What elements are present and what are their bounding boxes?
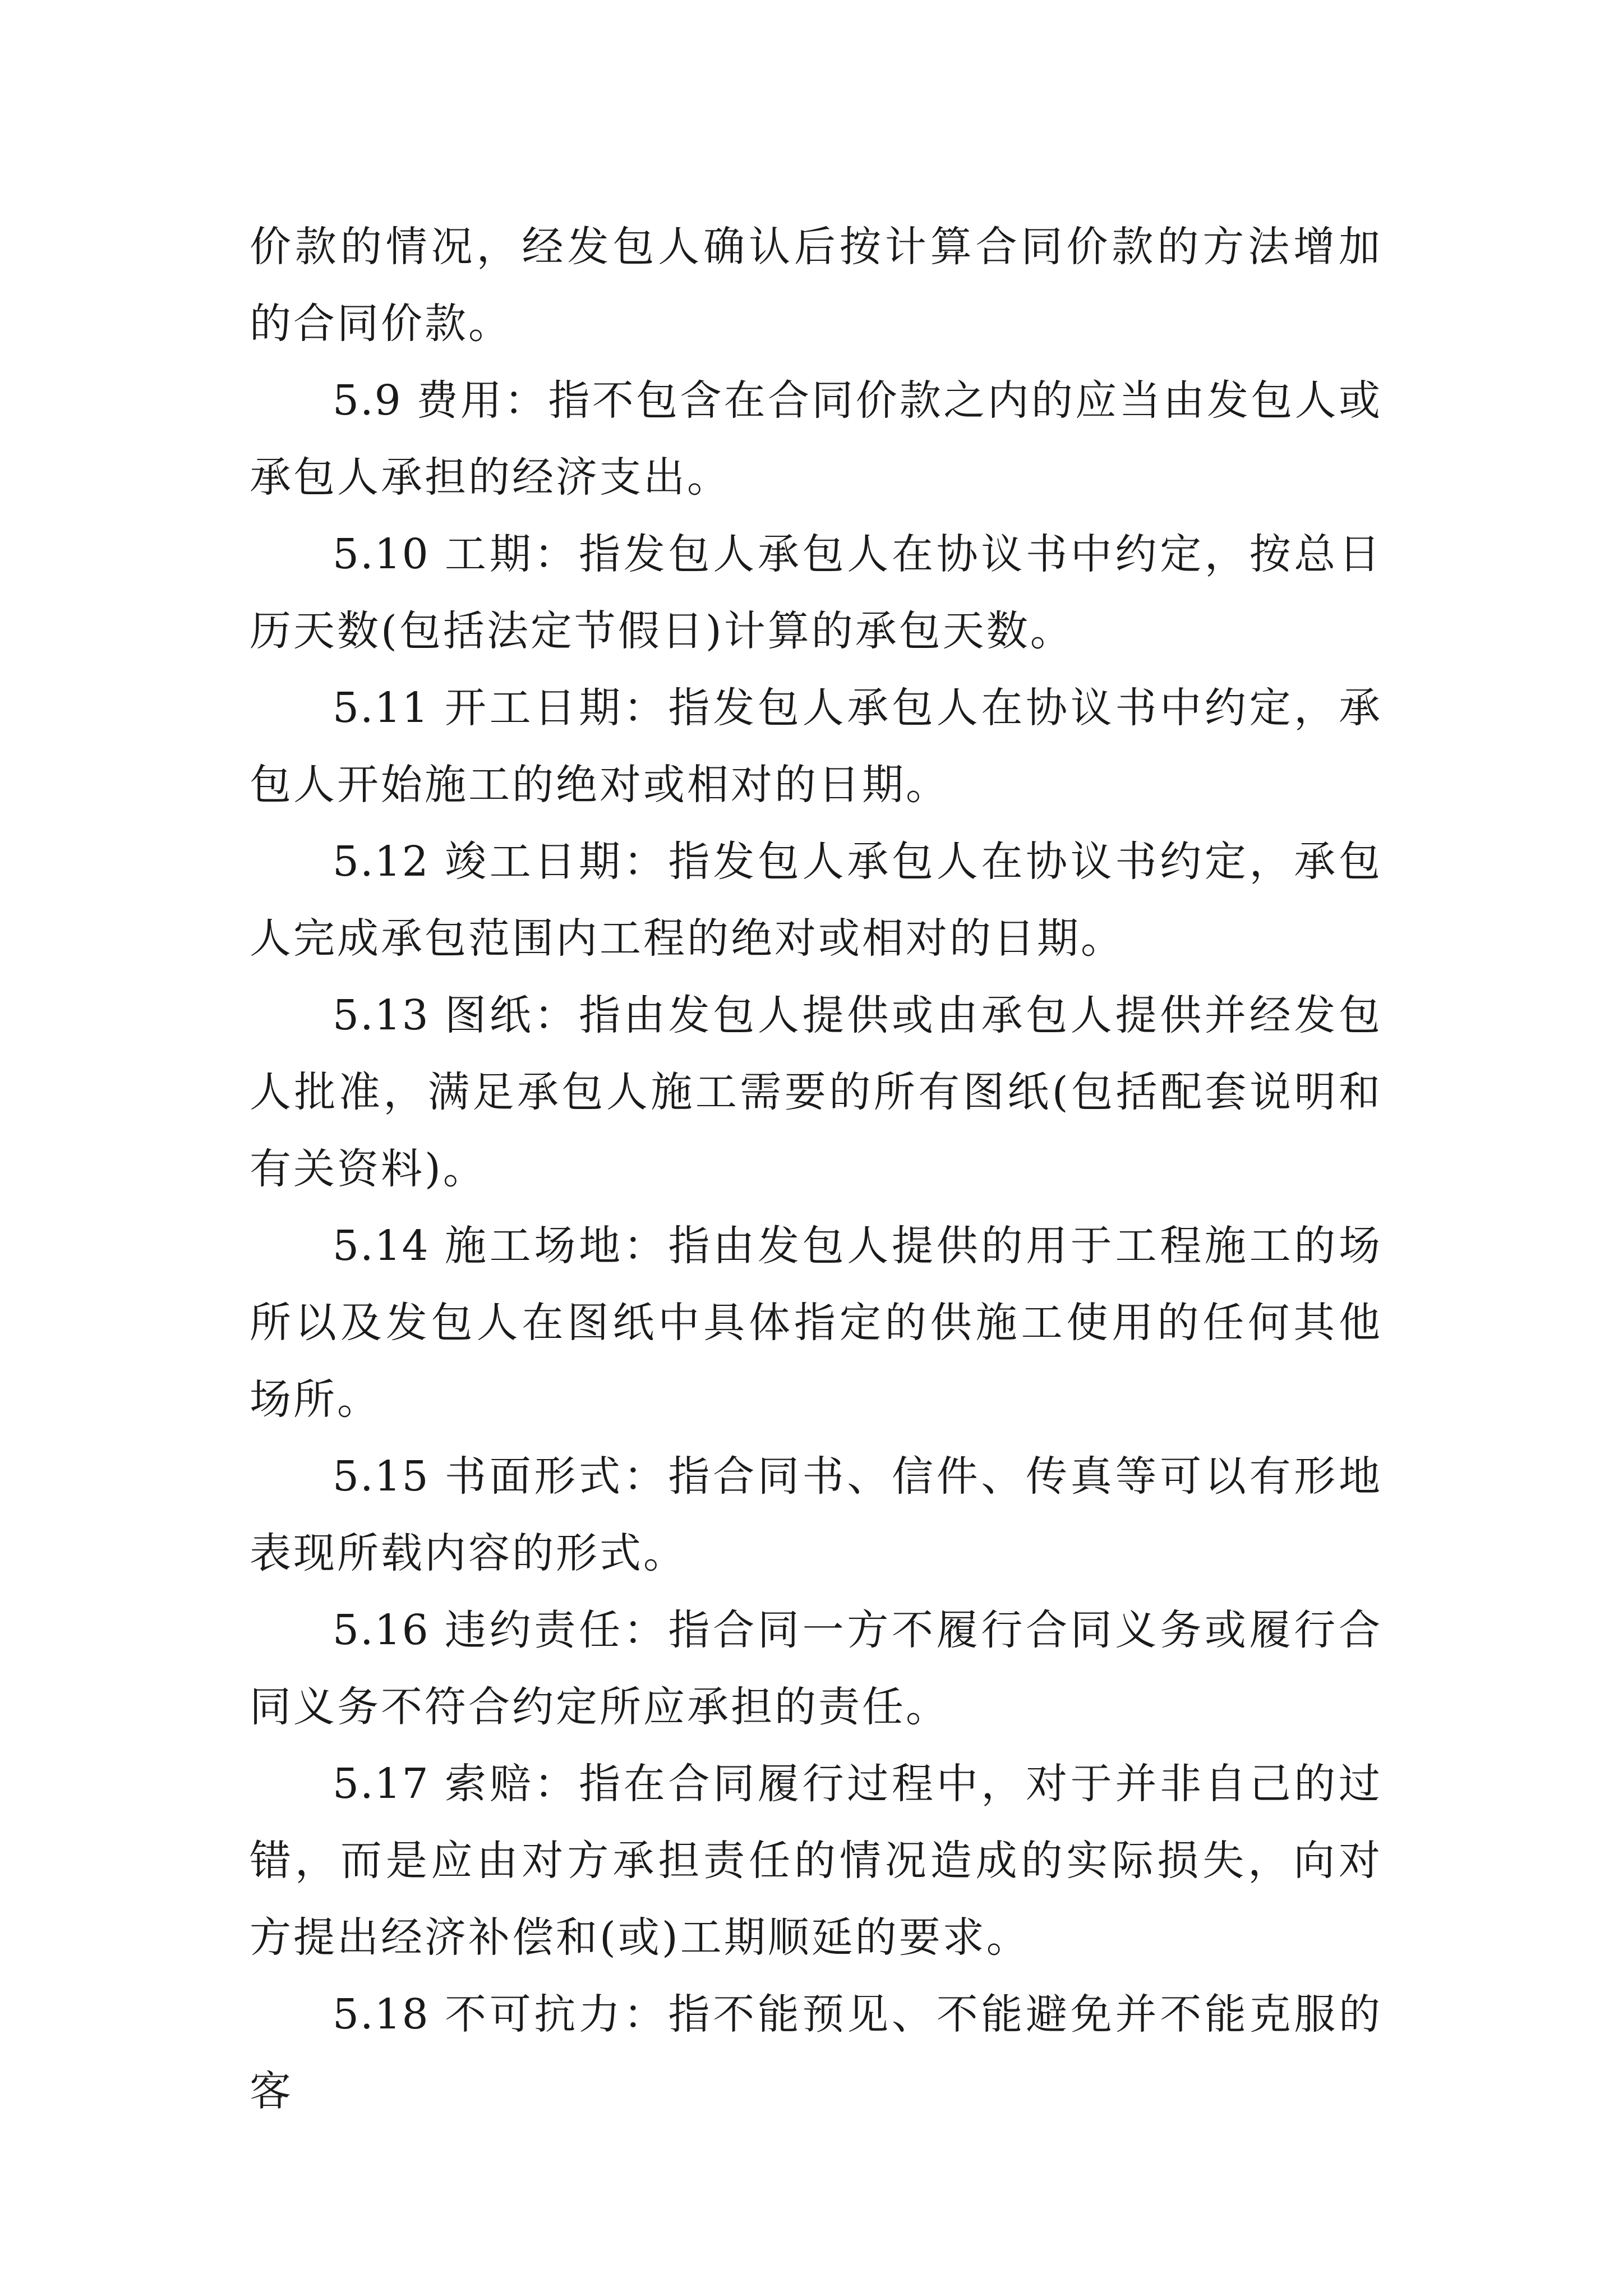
paragraph-text: 费用：指不包含在合同价款之内的应当由发包人或承包人承担的经济支出。 — [250, 376, 1382, 501]
paragraph-5-13 — [250, 977, 1382, 1208]
paragraph-text: 竣工日期：指发包人承包人在协议书约定，承包人完成承包范围内工程的绝对或相对的日期。 — [250, 838, 1383, 963]
paragraph-text: 开工日期：指发包人承包人在协议书中约定，承包人开始施工的绝对或相对的日期。 — [250, 684, 1383, 809]
clause-number: 5.14 — [333, 1222, 445, 1270]
paragraph-5-14 — [250, 1208, 1382, 1438]
clause-number: 5.15 — [333, 1452, 445, 1501]
paragraph-5-9 — [250, 362, 1382, 516]
paragraph-5-11 — [250, 670, 1382, 823]
paragraph-5-12 — [250, 823, 1382, 977]
paragraph-text: 违约责任：指合同一方不履行合同义务或履行合同义务不符合约定所应承担的责任。 — [250, 1606, 1383, 1731]
paragraph-text: 索赔：指在合同履行过程中，对于并非自己的过错，而是应由对方承担责任的情况造成的实际损失，向对方提出经济补偿和(或)工期顺延的要求。 — [250, 1760, 1383, 1962]
document-body — [250, 209, 1382, 2130]
paragraph-5-15 — [250, 1438, 1382, 1592]
clause-number: 5.11 — [333, 684, 445, 732]
clause-number: 5.9 — [333, 376, 417, 425]
paragraph-text: 价款的情况，经发包人确认后按计算合同价款的方法增加的合同价款。 — [250, 223, 1382, 348]
paragraph-text: 不可抗力：指不能预见、不能避免并不能克服的客 — [250, 1990, 1383, 2115]
paragraph-text: 书面形式：指合同书、信件、传真等可以有形地表现所载内容的形式。 — [250, 1452, 1383, 1577]
paragraph-continuation — [250, 209, 1382, 362]
clause-number: 5.10 — [333, 530, 445, 578]
clause-number: 5.18 — [333, 1990, 445, 2039]
paragraph-text: 施工场地：指由发包人提供的用于工程施工的场所以及发包人在图纸中具体指定的供施工使用的任何其他场所。 — [250, 1222, 1383, 1424]
clause-number: 5.16 — [333, 1606, 445, 1654]
clause-number: 5.13 — [333, 991, 445, 1039]
paragraph-5-16 — [250, 1592, 1382, 1746]
paragraph-5-18 — [250, 1976, 1382, 2130]
clause-number: 5.12 — [333, 838, 445, 886]
paragraph-text: 图纸：指由发包人提供或由承包人提供并经发包人批准，满足承包人施工需要的所有图纸(包括配套说明和有关资料)。 — [250, 991, 1383, 1193]
clause-number: 5.17 — [333, 1760, 445, 1808]
paragraph-5-17 — [250, 1746, 1382, 1976]
paragraph-5-10 — [250, 516, 1382, 670]
paragraph-text: 工期：指发包人承包人在协议书中约定，按总日历天数(包括法定节假日)计算的承包天数。 — [250, 530, 1383, 655]
